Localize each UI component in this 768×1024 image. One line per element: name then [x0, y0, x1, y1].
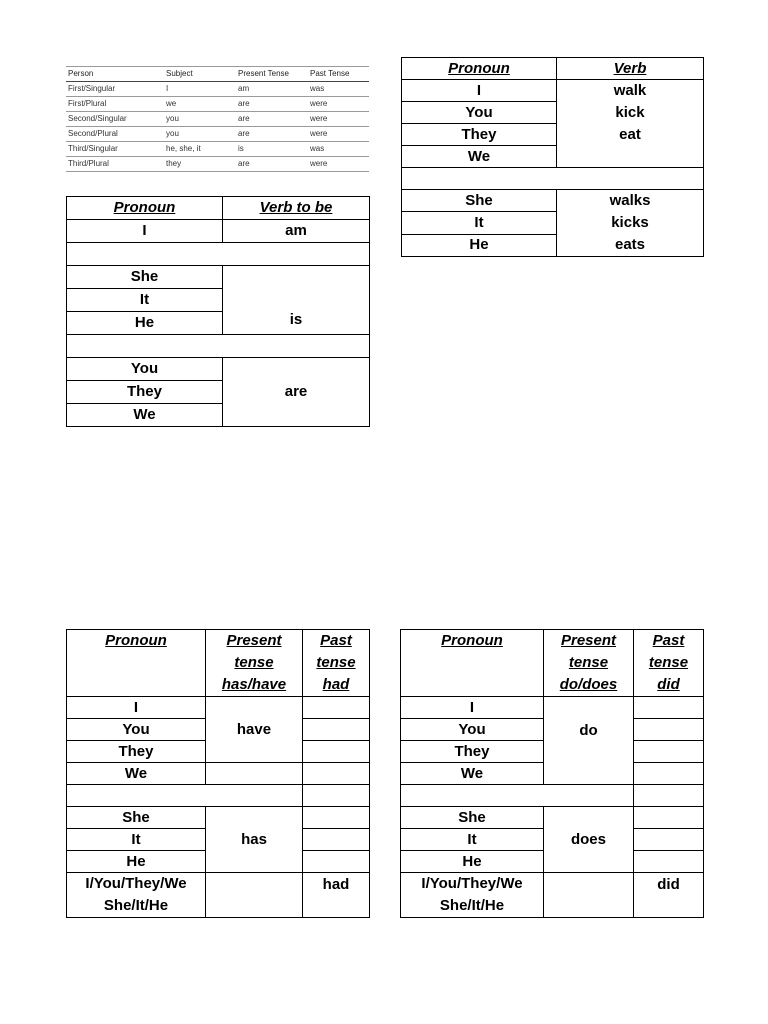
header-line: Present [226, 632, 282, 649]
present-cell: does [544, 807, 634, 873]
spacer-row [67, 785, 303, 807]
past-cell: had [303, 873, 370, 918]
pronoun-cell: You [67, 719, 206, 741]
pronoun-cell: We [67, 763, 206, 785]
pronoun-cell: You [401, 719, 544, 741]
pronoun-cell: It [401, 829, 544, 851]
header-line: tense [316, 654, 356, 671]
past-cell [303, 719, 370, 741]
reference-table [66, 66, 369, 172]
ref-cell: are [236, 97, 308, 112]
header-past-tense [303, 630, 370, 697]
pronoun-cell: You [402, 102, 557, 124]
past-cell [303, 785, 370, 807]
verb-list-cell [557, 190, 704, 257]
ref-cell: you [164, 127, 236, 142]
ref-cell: we [164, 97, 236, 112]
past-cell [634, 741, 704, 763]
ref-cell: First/Singular [66, 82, 164, 97]
past-cell [303, 851, 370, 873]
ref-cell: First/Plural [66, 97, 164, 112]
pronoun-cell: He [401, 851, 544, 873]
header-line: do/does [559, 676, 618, 693]
ref-cell: were [308, 127, 369, 142]
ref-header-person: Person [66, 67, 164, 82]
ref-cell: you [164, 112, 236, 127]
past-cell [303, 697, 370, 719]
past-cell [303, 829, 370, 851]
pronoun-verb-table [401, 57, 704, 257]
pronoun-cell: She [67, 266, 223, 289]
pronoun-cell: He [67, 312, 223, 335]
present-cell [206, 873, 303, 918]
header-present-tense [544, 630, 634, 697]
table-row [66, 157, 369, 172]
table-row [66, 112, 369, 127]
pronoun-cell: I [67, 697, 206, 719]
ref-cell: are [236, 112, 308, 127]
pronoun-cell: They [402, 124, 557, 146]
past-cell [634, 719, 704, 741]
ref-cell: they [164, 157, 236, 172]
past-cell [634, 785, 704, 807]
pronoun-cell: I [401, 697, 544, 719]
pronoun-cell: We [402, 146, 557, 168]
pronoun-cell: She [401, 807, 544, 829]
ref-cell: were [308, 97, 369, 112]
header-present-tense [206, 630, 303, 697]
past-cell [634, 763, 704, 785]
ref-cell: were [308, 112, 369, 127]
pronoun-all-cell [67, 873, 206, 918]
ref-cell: Second/Singular [66, 112, 164, 127]
past-cell [303, 741, 370, 763]
pronoun-cell: You [67, 358, 223, 381]
verb-item: walk [613, 82, 647, 99]
ref-cell: Second/Plural [66, 127, 164, 142]
verb-item: eats [614, 236, 646, 253]
ref-cell: are [236, 157, 308, 172]
pronoun-line: She/It/He [439, 897, 505, 914]
pronoun-cell: She [402, 190, 557, 212]
present-cell [544, 873, 634, 918]
header-pronoun: Pronoun [402, 58, 557, 80]
header-pronoun: Pronoun [67, 630, 206, 697]
ref-cell: was [308, 142, 369, 157]
verb-item: kick [615, 104, 645, 121]
verb-to-be-table [66, 196, 370, 427]
past-cell [634, 851, 704, 873]
past-cell [634, 697, 704, 719]
pronoun-cell: He [67, 851, 206, 873]
pronoun-cell: It [402, 212, 557, 234]
present-cell: has [206, 807, 303, 873]
pronoun-cell: They [67, 741, 206, 763]
spacer-row [401, 785, 634, 807]
pronoun-cell: She [67, 807, 206, 829]
present-cell: have [206, 697, 303, 763]
header-verb-to-be: Verb to be [223, 197, 370, 220]
ref-cell: Third/Singular [66, 142, 164, 157]
ref-cell: is [236, 142, 308, 157]
header-line: has/have [221, 676, 287, 693]
header-line: Present [560, 632, 617, 649]
verb-item: walks [609, 192, 651, 209]
pronoun-cell: It [67, 829, 206, 851]
header-line: did [657, 676, 680, 693]
ref-cell: were [308, 157, 369, 172]
ref-cell: I [164, 82, 236, 97]
past-cell [303, 807, 370, 829]
ref-cell: are [236, 127, 308, 142]
ref-cell: Third/Plural [66, 157, 164, 172]
header-line: tense [568, 654, 609, 671]
present-cell [206, 763, 303, 785]
table-row [66, 127, 369, 142]
pronoun-cell: They [401, 741, 544, 763]
verb-cell: am [223, 220, 370, 243]
pronoun-line: I/You/They/We [85, 875, 187, 892]
pronoun-cell: He [402, 234, 557, 256]
ref-cell: am [236, 82, 308, 97]
ref-cell: he, she, it [164, 142, 236, 157]
table-row [66, 142, 369, 157]
verb-cell: are [223, 358, 370, 427]
verb-list-cell [557, 80, 704, 168]
table-row [66, 82, 369, 97]
pronoun-line: She/It/He [103, 897, 169, 914]
header-verb: Verb [557, 58, 704, 80]
verb-cell: is [223, 266, 370, 335]
past-cell [634, 829, 704, 851]
pronoun-cell: They [67, 381, 223, 404]
pronoun-cell: We [401, 763, 544, 785]
header-line: Past [652, 632, 685, 649]
spacer-row [67, 243, 370, 266]
header-pronoun: Pronoun [401, 630, 544, 697]
header-pronoun: Pronoun [67, 197, 223, 220]
table-row [66, 97, 369, 112]
pronoun-cell: I [67, 220, 223, 243]
pronoun-all-cell [401, 873, 544, 918]
header-line: tense [648, 654, 689, 671]
header-line: had [322, 676, 350, 693]
ref-cell: was [308, 82, 369, 97]
header-past-tense [634, 630, 704, 697]
spacer-row [402, 168, 704, 190]
present-cell: do [544, 697, 634, 785]
verb-item: kicks [611, 214, 649, 231]
ref-header-present: Present Tense [236, 67, 308, 82]
pronoun-cell: We [67, 404, 223, 427]
verb-item: eat [619, 126, 641, 143]
ref-header-past: Past Tense [308, 67, 369, 82]
have-table [66, 629, 370, 918]
header-line: tense [234, 654, 274, 671]
pronoun-cell: It [67, 289, 223, 312]
spacer-row [67, 335, 370, 358]
reference-header-row [66, 67, 369, 82]
header-line: Past [320, 632, 352, 649]
pronoun-cell: I [402, 80, 557, 102]
past-cell: did [634, 873, 704, 918]
past-cell [303, 763, 370, 785]
pronoun-line: I/You/They/We [421, 875, 523, 892]
do-table [400, 629, 704, 918]
ref-header-subject: Subject [164, 67, 236, 82]
past-cell [634, 807, 704, 829]
